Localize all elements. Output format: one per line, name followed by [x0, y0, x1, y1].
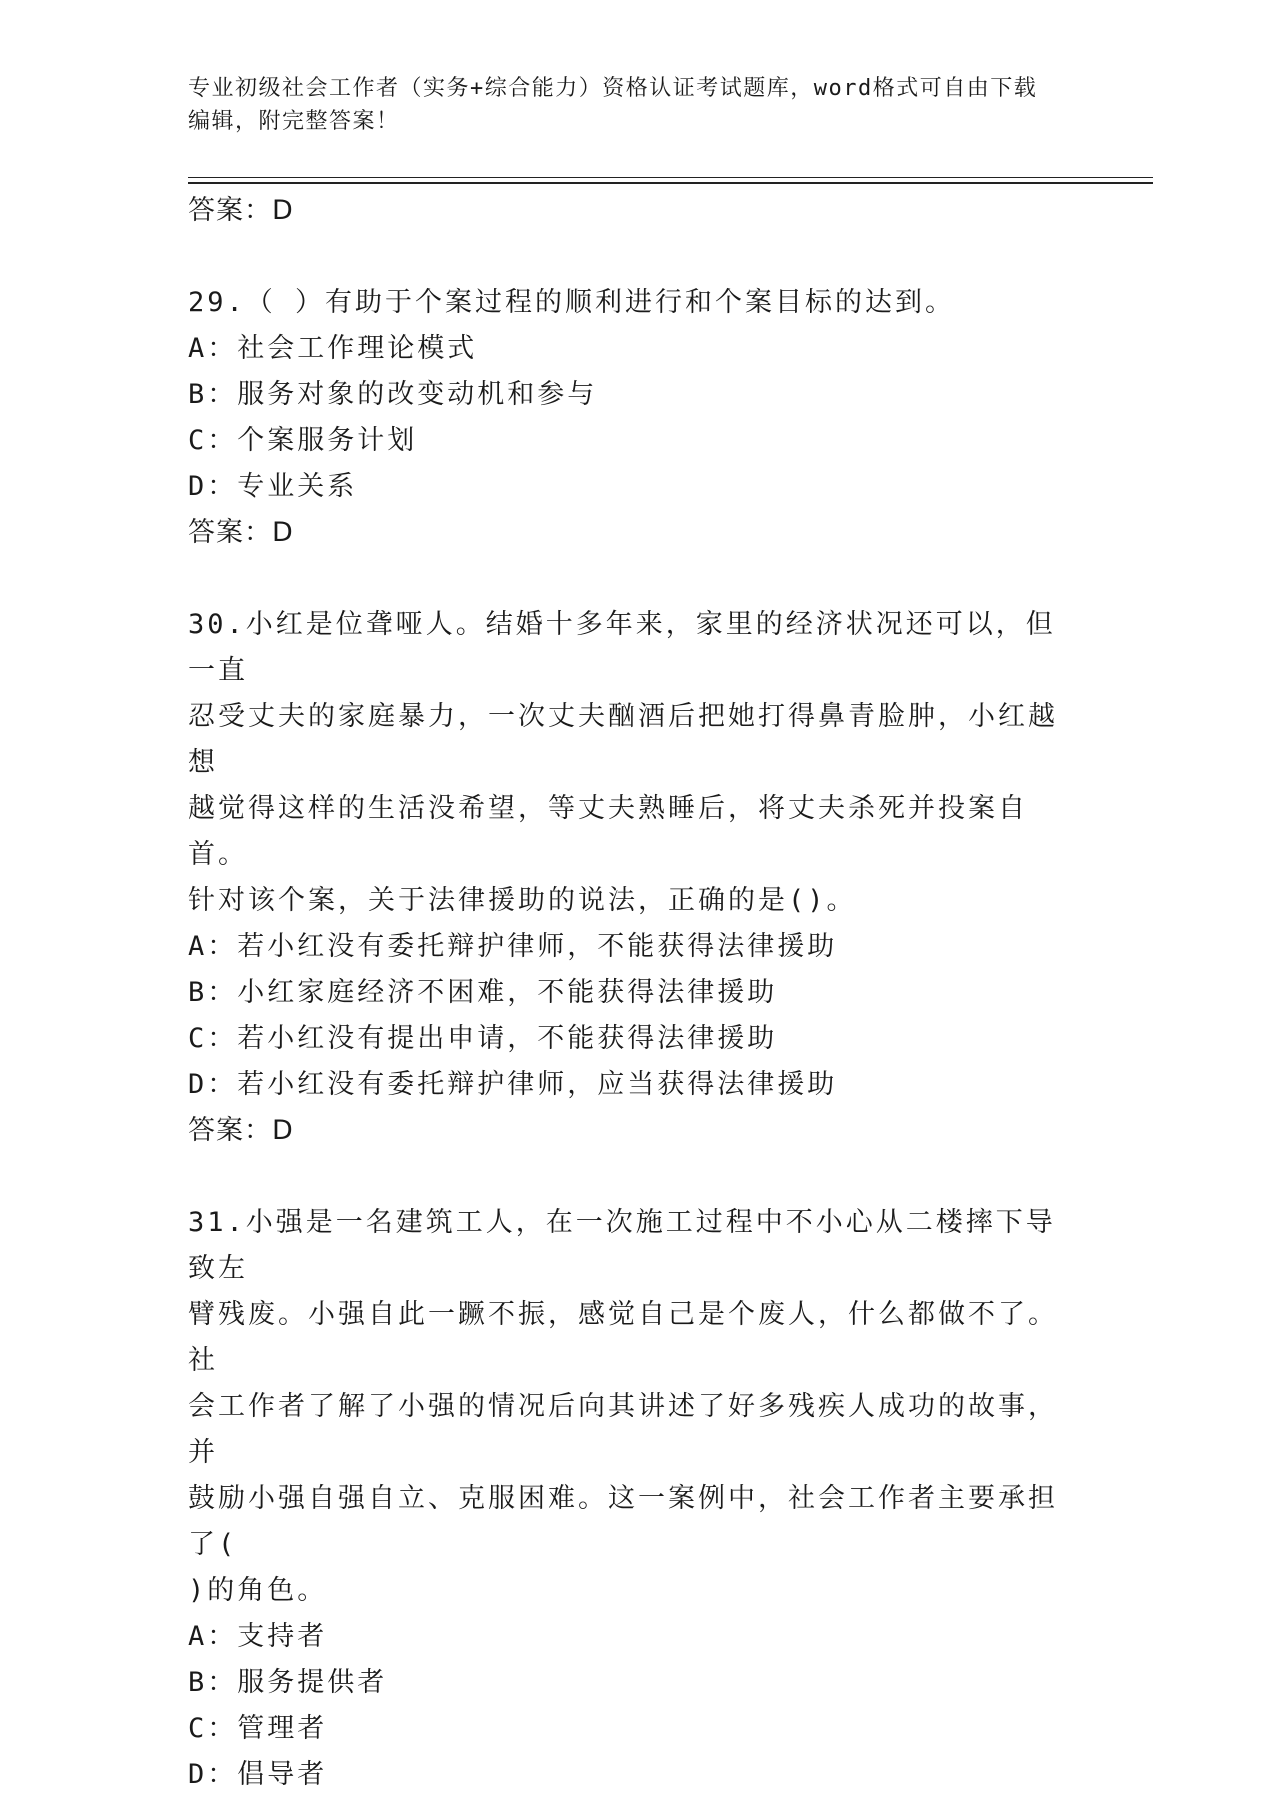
option-a: A：若小红没有委托辩护律师，不能获得法律援助	[188, 931, 838, 962]
option-d: D：若小红没有委托辩护律师，应当获得法律援助	[188, 1069, 838, 1100]
question-stem-line: 忍受丈夫的家庭暴力，一次丈夫酗酒后把她打得鼻青脸肿，小红越想	[188, 701, 1058, 778]
option-b: B：小红家庭经济不困难，不能获得法律援助	[188, 977, 778, 1008]
question-stem-line: 越觉得这样的生活没希望，等丈夫熟睡后，将丈夫杀死并投案自首。	[188, 793, 1028, 870]
option-c: C：个案服务计划	[188, 425, 418, 456]
option-c: C：管理者	[188, 1713, 328, 1744]
header-line-2: 编辑，附完整答案！	[188, 109, 400, 134]
header-line-1: 专业初级社会工作者（实务+综合能力）资格认证考试题库，word格式可自由下载	[188, 76, 1038, 101]
question-stem-line: )的角色。	[188, 1575, 328, 1606]
option-a: A：支持者	[188, 1621, 328, 1652]
question-stem: 29.（ ）有助于个案过程的顺利进行和个案目标的达到。	[188, 287, 956, 318]
option-a: A：社会工作理论模式	[188, 333, 478, 364]
option-d: D：专业关系	[188, 471, 358, 502]
question-29	[188, 280, 1068, 556]
option-b: B：服务提供者	[188, 1667, 388, 1698]
answer-line: 答案：D	[188, 517, 294, 548]
question-stem-line: 30.小红是位聋哑人。结婚十多年来，家里的经济状况还可以，但一直	[188, 609, 1056, 686]
question-31	[188, 1200, 1068, 1798]
option-b: B：服务对象的改变动机和参与	[188, 379, 598, 410]
header-divider-thin	[188, 177, 1153, 178]
question-stem-line: 会工作者了解了小强的情况后向其讲述了好多残疾人成功的故事，并	[188, 1391, 1058, 1468]
document-body	[188, 188, 1068, 1798]
page-header	[188, 72, 1088, 138]
answer-line: 答案：D	[188, 1115, 294, 1146]
question-stem-line: 鼓励小强自强自立、克服困难。这一案例中，社会工作者主要承担了(	[188, 1483, 1058, 1560]
question-stem-line: 针对该个案，关于法律援助的说法，正确的是()。	[188, 885, 857, 916]
question-stem-line: 臂残废。小强自此一蹶不振，感觉自己是个废人，什么都做不了。社	[188, 1299, 1058, 1376]
answer-line: 答案：D	[188, 195, 294, 226]
header-divider-thick	[188, 182, 1153, 184]
question-30	[188, 602, 1068, 1154]
option-c: C：若小红没有提出申请，不能获得法律援助	[188, 1023, 778, 1054]
question-stem-line: 31.小强是一名建筑工人，在一次施工过程中不小心从二楼摔下导致左	[188, 1207, 1056, 1284]
option-d: D：倡导者	[188, 1759, 328, 1790]
